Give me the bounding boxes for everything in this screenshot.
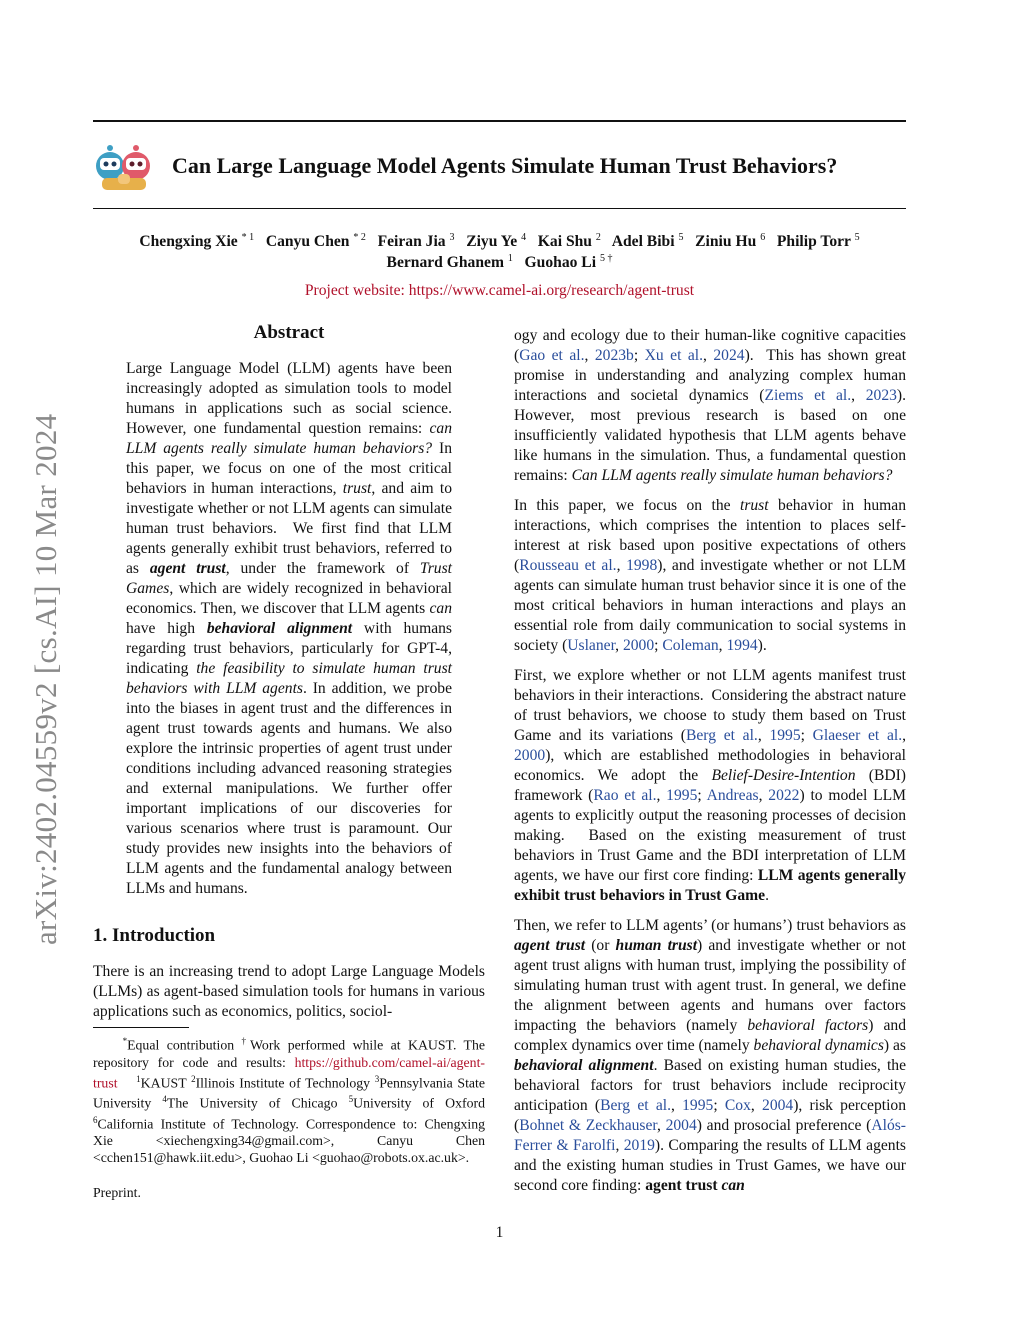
introduction-heading: 1. Introduction [93,925,216,946]
paragraph: ogy and ecology due to their human-like cognitive capacities (Gao et al., 2023b; Xu et al., 2024). This has shown great promise in understanding and analyzing complex human interactions and societal dynamics (Ziems et al., 2023). However, most previous research is based on one insufficiently validated hypothesis that LLM agents behave like humans in the simulation. Thus, a fundamental question remains: Can LLM agents really simulate human behaviors? [514,327,907,484]
authors-line-1 [93,232,906,251]
project-website-link[interactable]: Project website: https://www.camel-ai.org/research/agent-trust [304,282,695,299]
page-number: 1 [495,1224,504,1241]
author: Philip Torr $^5$ [776,232,860,251]
author: Bernard Ghanem $^1$ [386,253,513,272]
author: Canyu Chen $^{* 2}$ [265,232,366,251]
footnote: *Equal contribution †Work performed while at KAUST. The repository for code and results: https://github.com/camel-ai/agent-trust $^1$KAUST $^2$Illinois Institute of Technology $^3$Pennsylvania State University $^4$The University of Chicago $^5$University of Oxford $^6$California Institute of Technology. Correspondence to: Chengxing Xie <xiechengxing34@gmail.com>, Canyu Chen <cchen151@hawk.iit.edu>, Guohao Li <guohao@robots.ox.ac.uk>. [93,1036,486,1166]
preprint-label: Preprint. [93,1185,141,1200]
paragraph: Then, we refer to LLM agents’ (or humans’) trust behaviors as agent trust (or human trust) and investigate whether or not agent trust aligns with human trust, implying the possibility of simulating human trust with agent trust. In general, we define the alignment between agents and humans over factors impacting the behaviors (namely behavioral factors) and complex dynamics over time (namely behavioral dynamics) as behavioral alignment. Based on existing human studies, the behavioral factors for trust behaviors include reciprocity anticipation (Berg et al., 1995; Cox, 2004), risk perception (Bohnet & Zeckhauser, 2004) and prosocial preference (Alós-Ferrer & Farolfi, 2019). Comparing the results of LLM agents and the existing human studies in Trust Games, we have our second core finding: agent trust can [514,917,907,1194]
introduction-left-column: There is an increasing trend to adopt Large Language Models (LLMs) as agent-based simulation tools for humans in various applications such as economics, politics, sociol- [93,963,485,1020]
paragraph: In this paper, we focus on the trust behavior in human interactions, which comprises the intention to places self-interest at risk based upon positive expectations of others (Rousseau et al., 1998), and investigate whether or not LLM agents can simulate human trust behavior since it is one of the most critical behaviors in human interactions and plays an essential role from daily communication to social systems in society (Uslaner, 2000; Coleman, 1994). [514,497,907,654]
author: Adel Bibi $^5$ [611,232,684,251]
author: Kai Shu $^2$ [537,232,601,251]
top-rule [93,120,906,122]
author: Feiran Jia $^3$ [377,232,455,251]
author: Ziyu Ye $^4$ [466,232,527,251]
paragraph: First, we explore whether or not LLM agents manifest trust behaviors in their interactions. Considering the abstract nature of trust behaviors, we choose to study them based on Trust Game and its variations (Berg et al., 1995; Glaeser et al., 2000), which are established methodologies in behavioral economics. We adopt the Belief-Desire-Intention (BDI) framework (Rao et al., 1995; Andreas, 2022) to model LLM agents to explicitly output the reasoning processes of decision making. Based on the existing measurement of trust behaviors in Trust Game and the BDI interpretation of LLM agents, we have our first core finding: LLM agents generally exhibit trust behaviors in Trust Game. [514,667,907,904]
author: Chengxing Xie $^{* 1}$ [139,232,255,251]
arxiv-stamp: arXiv:2402.04559v2 [cs.AI] 10 Mar 2024 [28,413,63,945]
paper-title: Can Large Language Model Agents Simulate Human Trust Behaviors? [172,153,838,178]
robot-logo-icon [92,138,156,194]
author: Ziniu Hu $^6$ [695,232,766,251]
abstract-body: Large Language Model (LLM) agents have been increasingly adopted as simulation tools to model humans in applications such as social science. However, one fundamental question remains: can LLM agents really simulate human behaviors? In this paper, we focus on one of the most critical behaviors in human interactions, trust, and aim to investigate whether or not LLM agents can simulate human trust behaviors. We first find that LLM agents generally exhibit trust behaviors, referred to as agent trust, under the framework of Trust Games, which are widely recognized in behavioral economics. Then, we discover that LLM agents can have high behavioral alignment with humans regarding trust behaviors, particularly for GPT-4, indicating the feasibility to simulate human trust behaviors with LLM agents. In addition, we probe into the biases in agent trust and the differences in agent trust towards agents and humans. We also explore the intrinsic properties of agent trust under conditions including advanced reasoning strategies and external manipulations. We further offer important implications of our discoveries for various scenarios where trust is paramount. Our study provides new insights into the behaviors of LLM agents and the fundamental analogy between LLMs and humans. [126,360,453,897]
abstract-heading: Abstract [253,322,325,343]
authors-line-2 [93,253,906,272]
footnote-rule [93,1027,189,1028]
title-bottom-rule [93,208,906,209]
introduction-right-column [514,326,906,1206]
author: Guohao Li $^{5 \dagger}$ [524,253,613,272]
